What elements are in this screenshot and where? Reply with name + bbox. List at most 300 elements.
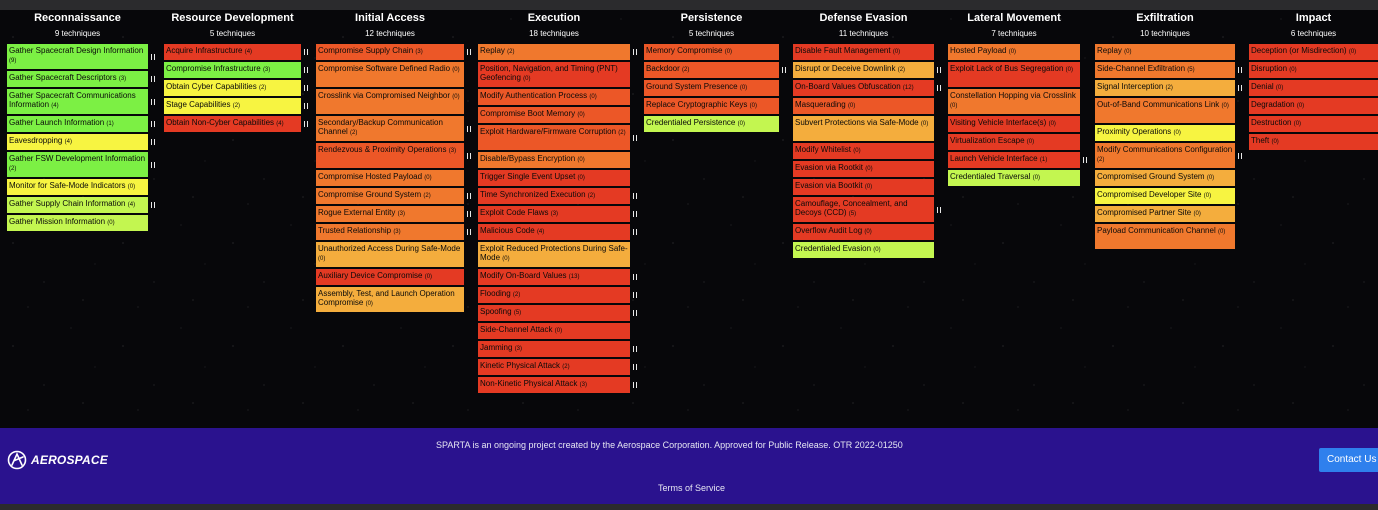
- technique-label: Compromised Developer Site: [1097, 190, 1202, 199]
- subtechnique-count: (0): [1271, 139, 1279, 145]
- technique-label: Trusted Relationship: [318, 226, 392, 235]
- technique-cell[interactable]: [478, 125, 630, 150]
- technique-count: 11 techniques: [838, 29, 889, 38]
- technique-cell[interactable]: [7, 197, 148, 213]
- subtechnique-count: (0): [1032, 175, 1041, 181]
- technique-cell[interactable]: [1095, 98, 1235, 123]
- technique-label: Compromised Ground System: [1097, 172, 1205, 181]
- technique-cell[interactable]: [164, 44, 301, 60]
- subtechnique-count: (2): [618, 130, 626, 136]
- technique-label: Obtain Non-Cyber Capabilities: [166, 118, 275, 127]
- tactic-title: Persistence: [680, 12, 743, 24]
- technique-cell[interactable]: [316, 206, 464, 222]
- technique-cell[interactable]: [793, 179, 934, 195]
- logo-text: AEROSPACE: [31, 453, 108, 467]
- subtechnique-count: (0): [1173, 130, 1181, 136]
- subtechnique-count: (0): [847, 103, 856, 109]
- subtechnique-count: (3): [262, 67, 271, 73]
- top-bar: [0, 0, 1378, 10]
- expand-subtechniques-handle[interactable]: [937, 67, 941, 73]
- technique-cell[interactable]: [164, 98, 301, 114]
- technique-label: Rogue External Entity: [318, 208, 396, 217]
- technique-count: 7 techniques: [991, 29, 1037, 38]
- tactic-header[interactable]: [316, 11, 464, 40]
- tactic-title: Lateral Movement: [967, 12, 1061, 24]
- technique-label: Modify Authentication Process: [480, 91, 588, 100]
- technique-count: 5 techniques: [209, 29, 256, 38]
- tactic-column: [7, 10, 148, 226]
- expand-subtechniques-handle[interactable]: [633, 193, 637, 199]
- subtechnique-count: (2): [350, 130, 358, 136]
- technique-count: 10 techniques: [1140, 29, 1190, 38]
- expand-subtechniques-handle[interactable]: [467, 49, 471, 55]
- subtechnique-count: (3): [550, 211, 559, 217]
- technique-label: Evasion via Rootkit: [795, 163, 864, 172]
- technique-cell[interactable]: [478, 206, 630, 222]
- tactic-title: Reconnaissance: [34, 12, 121, 24]
- expand-subtechniques-handle[interactable]: [1238, 153, 1242, 159]
- tactic-header[interactable]: [793, 11, 934, 40]
- technique-cell[interactable]: [793, 116, 934, 141]
- subtechnique-count: (0): [1124, 49, 1132, 55]
- technique-label: Launch Vehicle Interface: [950, 154, 1038, 163]
- technique-cell[interactable]: [1095, 44, 1235, 60]
- expand-subtechniques-handle[interactable]: [304, 103, 308, 109]
- tactic-header[interactable]: [644, 11, 779, 40]
- technique-label: Obtain Cyber Capabilities: [166, 82, 257, 91]
- expand-subtechniques-handle[interactable]: [151, 99, 155, 105]
- technique-cell[interactable]: [7, 179, 148, 195]
- subtechnique-count: (0): [452, 67, 460, 73]
- technique-label: Subvert Protections via Safe-Mode: [795, 118, 919, 127]
- tactic-column: [1095, 10, 1235, 235]
- technique-cell[interactable]: [478, 377, 630, 393]
- footer: [0, 428, 1378, 504]
- subtechnique-count: (0): [739, 85, 748, 91]
- technique-label: Theft: [1251, 136, 1270, 145]
- technique-cell[interactable]: [478, 170, 630, 186]
- technique-label: Eavesdropping: [9, 136, 63, 145]
- subtechnique-count: (0): [577, 157, 585, 163]
- expand-subtechniques-handle[interactable]: [633, 310, 637, 316]
- technique-cell[interactable]: [478, 287, 630, 303]
- tactic-header[interactable]: [478, 11, 630, 40]
- technique-cell[interactable]: [1249, 44, 1378, 60]
- subtechnique-count: (2): [1165, 85, 1173, 91]
- subtechnique-count: (9): [9, 58, 17, 64]
- technique-label: Payload Communication Channel: [1097, 226, 1216, 235]
- tactic-header[interactable]: [1249, 11, 1378, 40]
- expand-subtechniques-handle[interactable]: [151, 202, 155, 208]
- subtechnique-count: (0): [127, 184, 136, 190]
- expand-subtechniques-handle[interactable]: [633, 274, 637, 280]
- tactic-column: [316, 10, 464, 307]
- technique-label: Disruption: [1251, 64, 1288, 73]
- subtechnique-count: (4): [536, 229, 545, 235]
- technique-cell[interactable]: [316, 242, 464, 267]
- expand-subtechniques-handle[interactable]: [304, 121, 308, 127]
- subtechnique-count: (0): [1008, 49, 1017, 55]
- tactic-column: [644, 10, 779, 127]
- technique-label: Proximity Operations: [1097, 127, 1172, 136]
- technique-cell[interactable]: [1095, 224, 1235, 249]
- expand-subtechniques-handle[interactable]: [1083, 157, 1087, 163]
- technique-cell[interactable]: [793, 161, 934, 177]
- technique-cell[interactable]: [478, 152, 630, 168]
- technique-label: Side-Channel Attack: [480, 325, 553, 334]
- technique-label: Destruction: [1251, 118, 1292, 127]
- technique-cell[interactable]: [644, 62, 779, 78]
- expand-subtechniques-handle[interactable]: [151, 162, 155, 168]
- subtechnique-count: (0): [318, 256, 326, 262]
- subtechnique-count: (2): [587, 193, 596, 199]
- expand-subtechniques-handle[interactable]: [937, 85, 941, 91]
- technique-label: Deception (or Misdirection): [1251, 46, 1347, 55]
- expand-subtechniques-handle[interactable]: [633, 346, 637, 352]
- technique-label: Assembly, Test, and Launch Operation Compromise: [318, 289, 455, 307]
- subtechnique-count: (3): [397, 211, 405, 217]
- subtechnique-count: (0): [1275, 85, 1284, 91]
- technique-cell[interactable]: [7, 89, 148, 114]
- expand-subtechniques-handle[interactable]: [151, 121, 155, 127]
- expand-subtechniques-handle[interactable]: [467, 126, 471, 132]
- technique-cell[interactable]: [793, 62, 934, 78]
- subtechnique-count: (0): [1348, 49, 1357, 55]
- technique-count: 5 techniques: [688, 29, 735, 38]
- subtechnique-count: (0): [1065, 67, 1073, 73]
- tactic-header[interactable]: [164, 11, 301, 40]
- expand-subtechniques-handle[interactable]: [304, 85, 308, 91]
- technique-label: Gather Spacecraft Descriptors: [9, 73, 117, 82]
- subtechnique-count: (3): [393, 229, 401, 235]
- technique-label: Exploit Hardware/Firmware Corruption: [480, 127, 617, 136]
- subtechnique-count: (1): [1039, 157, 1048, 163]
- subtechnique-count: (5): [513, 310, 522, 316]
- subtechnique-count: (0): [864, 184, 873, 190]
- tactic-title: Initial Access: [355, 12, 425, 24]
- technique-cell[interactable]: [316, 44, 464, 60]
- technique-label: Side-Channel Exfiltration: [1097, 64, 1186, 73]
- technique-label: Evasion via Bootkit: [795, 181, 863, 190]
- technique-label: Stage Capabilities: [166, 100, 231, 109]
- technique-cell[interactable]: [316, 143, 464, 168]
- technique-cell[interactable]: [7, 44, 148, 69]
- technique-cell[interactable]: [7, 215, 148, 231]
- technique-cell[interactable]: [478, 359, 630, 375]
- technique-label: Spoofing: [480, 307, 512, 316]
- tactic-title: Exfiltration: [1136, 12, 1194, 24]
- technique-label: Visiting Vehicle Interface(s): [950, 118, 1047, 127]
- subtechnique-count: (0): [1193, 211, 1201, 217]
- technique-label: Compromise Software Defined Radio: [318, 64, 451, 73]
- tactic-column: [793, 10, 934, 253]
- technique-label: Replay: [480, 46, 505, 55]
- technique-cell[interactable]: [1249, 62, 1378, 78]
- subtechnique-count: (2): [507, 49, 515, 55]
- expand-subtechniques-handle[interactable]: [782, 67, 786, 73]
- subtechnique-count: (0): [1296, 103, 1305, 109]
- technique-label: Secondary/Backup Communication Channel: [318, 118, 443, 136]
- technique-cell[interactable]: [316, 269, 464, 285]
- technique-cell[interactable]: [316, 170, 464, 186]
- subtechnique-count: (0): [1221, 103, 1229, 109]
- technique-label: Kinetic Physical Attack: [480, 361, 561, 370]
- aerospace-logo[interactable]: [7, 449, 108, 471]
- tactic-column: [478, 10, 630, 388]
- subtechnique-count: (2): [258, 85, 267, 91]
- expand-subtechniques-handle[interactable]: [1238, 85, 1242, 91]
- expand-subtechniques-handle[interactable]: [1238, 67, 1242, 73]
- technique-cell[interactable]: [316, 224, 464, 240]
- subtechnique-count: (0): [577, 112, 585, 118]
- technique-cell[interactable]: [793, 224, 934, 240]
- technique-label: Modify Communications Configuration: [1097, 145, 1233, 154]
- technique-cell[interactable]: [948, 89, 1080, 114]
- subtechnique-count: (5): [848, 211, 857, 217]
- technique-label: Masquerading: [795, 100, 846, 109]
- expand-subtechniques-handle[interactable]: [151, 139, 155, 145]
- technique-cell[interactable]: [793, 197, 934, 222]
- subtechnique-count: (12): [902, 85, 914, 91]
- technique-label: Replace Cryptographic Keys: [646, 100, 748, 109]
- subtechnique-count: (13): [568, 274, 580, 280]
- technique-label: Credentialed Traversal: [950, 172, 1031, 181]
- subtechnique-count: (3): [118, 76, 127, 82]
- subtechnique-count: (0): [107, 220, 115, 226]
- technique-cell[interactable]: [948, 134, 1080, 150]
- technique-label: Trigger Single Event Upset: [480, 172, 576, 181]
- technique-cell[interactable]: [7, 134, 148, 150]
- subtechnique-count: (2): [682, 67, 690, 73]
- technique-label: Ground System Presence: [646, 82, 738, 91]
- technique-label: Non-Kinetic Physical Attack: [480, 379, 578, 388]
- expand-subtechniques-handle[interactable]: [151, 76, 155, 82]
- subtechnique-count: (0): [452, 94, 460, 100]
- technique-cell[interactable]: [1095, 170, 1235, 186]
- technique-label: Monitor for Safe-Mode Indicators: [9, 181, 126, 190]
- technique-cell[interactable]: [316, 89, 464, 114]
- subtechnique-count: (0): [502, 256, 510, 262]
- expand-subtechniques-handle[interactable]: [633, 211, 637, 217]
- technique-label: Modify Whitelist: [795, 145, 852, 154]
- technique-label: Gather FSW Development Information: [9, 154, 146, 163]
- technique-label: Signal Interception: [1097, 82, 1164, 91]
- technique-count: 6 techniques: [1290, 29, 1337, 38]
- technique-cell[interactable]: [316, 116, 464, 141]
- technique-cell[interactable]: [1095, 80, 1235, 96]
- terms-of-service-link[interactable]: Terms of Service: [658, 483, 726, 493]
- technique-cell[interactable]: [1249, 80, 1378, 96]
- tactic-header[interactable]: [948, 11, 1080, 40]
- technique-cell[interactable]: [478, 62, 630, 87]
- subtechnique-count: (0): [577, 175, 585, 181]
- bottom-bar: [0, 504, 1378, 510]
- expand-subtechniques-handle[interactable]: [304, 49, 308, 55]
- tactic-title: Defense Evasion: [819, 12, 908, 24]
- technique-cell[interactable]: [793, 44, 934, 60]
- technique-label: Credentialed Evasion: [795, 244, 872, 253]
- technique-cell[interactable]: [7, 116, 148, 132]
- technique-cell[interactable]: [478, 242, 630, 267]
- technique-label: Exploit Code Flaws: [480, 208, 549, 217]
- expand-subtechniques-handle[interactable]: [467, 193, 471, 199]
- subtechnique-count: (0): [853, 148, 861, 154]
- subtechnique-count: (3): [579, 382, 587, 388]
- technique-label: Acquire Infrastructure: [166, 46, 243, 55]
- expand-subtechniques-handle[interactable]: [633, 364, 637, 370]
- subtechnique-count: (2): [423, 193, 431, 199]
- technique-cell[interactable]: [1249, 98, 1378, 114]
- technique-cell[interactable]: [316, 287, 464, 312]
- technique-cell[interactable]: [1249, 116, 1378, 132]
- technique-cell[interactable]: [478, 107, 630, 123]
- technique-label: Degradation: [1251, 100, 1295, 109]
- expand-subtechniques-handle[interactable]: [304, 67, 308, 73]
- technique-cell[interactable]: [164, 62, 301, 78]
- expand-subtechniques-handle[interactable]: [467, 153, 471, 159]
- technique-cell[interactable]: [1095, 206, 1235, 222]
- technique-cell[interactable]: [478, 305, 630, 321]
- technique-cell[interactable]: [948, 170, 1080, 186]
- technique-cell[interactable]: [164, 116, 301, 132]
- subtechnique-count: (0): [589, 94, 597, 100]
- expand-subtechniques-handle[interactable]: [151, 54, 155, 60]
- tactic-title: Impact: [1295, 12, 1332, 24]
- technique-label: Unauthorized Access During Safe-Mode: [318, 244, 461, 253]
- technique-cell[interactable]: [164, 80, 301, 96]
- technique-cell[interactable]: [793, 98, 934, 114]
- subtechnique-count: (0): [554, 328, 563, 334]
- subtechnique-count: (1): [106, 121, 114, 127]
- subtechnique-count: (3): [415, 49, 423, 55]
- technique-cell[interactable]: [7, 71, 148, 87]
- subtechnique-count: (2): [232, 103, 241, 109]
- technique-label: Crosslink via Compromised Neighbor: [318, 91, 451, 100]
- expand-subtechniques-handle[interactable]: [467, 229, 471, 235]
- tactic-column: [948, 10, 1080, 181]
- subtechnique-count: (0): [523, 76, 531, 82]
- technique-label: Position, Navigation, and Timing (PNT) Geofencing: [480, 64, 618, 82]
- technique-cell[interactable]: [1095, 143, 1235, 168]
- expand-subtechniques-handle[interactable]: [467, 211, 471, 217]
- expand-subtechniques-handle[interactable]: [633, 49, 637, 55]
- subtechnique-count: (3): [448, 148, 457, 154]
- technique-label: On-Board Values Obfuscation: [795, 82, 901, 91]
- tactic-header[interactable]: [1095, 11, 1235, 40]
- technique-cell[interactable]: [644, 98, 779, 114]
- subtechnique-count: (2): [897, 67, 906, 73]
- subtechnique-count: (0): [1203, 193, 1212, 199]
- technique-label: Gather Spacecraft Communications Information: [9, 91, 136, 109]
- technique-cell[interactable]: [948, 152, 1080, 168]
- technique-cell[interactable]: [478, 341, 630, 357]
- technique-cell[interactable]: [478, 269, 630, 285]
- technique-label: Modify On-Board Values: [480, 271, 567, 280]
- technique-cell[interactable]: [7, 152, 148, 177]
- technique-cell[interactable]: [644, 116, 779, 132]
- technique-label: Backdoor: [646, 64, 680, 73]
- subtechnique-count: (0): [920, 121, 929, 127]
- tactic-header[interactable]: [7, 11, 148, 40]
- subtechnique-count: (0): [424, 274, 433, 280]
- footer-note: SPARTA is an ongoing project created by the Aerospace Corporation. Approved for Public Release. OTR 2022-01250: [436, 440, 903, 450]
- technique-count: 9 techniques: [54, 29, 101, 38]
- technique-label: Compromise Boot Memory: [480, 109, 576, 118]
- technique-label: Exploit Lack of Bus Segregation: [950, 64, 1064, 73]
- subtechnique-count: (0): [1217, 229, 1226, 235]
- technique-cell[interactable]: [793, 143, 934, 159]
- technique-cell[interactable]: [793, 80, 934, 96]
- technique-label: Disable/Bypass Encryption: [480, 154, 576, 163]
- technique-cell[interactable]: [948, 116, 1080, 132]
- technique-label: Compromise Infrastructure: [166, 64, 261, 73]
- expand-subtechniques-handle[interactable]: [633, 135, 637, 141]
- technique-label: Credentialed Persistence: [646, 118, 736, 127]
- subtechnique-count: (3): [514, 346, 523, 352]
- technique-cell[interactable]: [793, 242, 934, 258]
- expand-subtechniques-handle[interactable]: [937, 207, 941, 213]
- subtechnique-count: (0): [424, 175, 432, 181]
- technique-label: Compromised Partner Site: [1097, 208, 1192, 217]
- technique-label: Memory Compromise: [646, 46, 723, 55]
- technique-label: Time Synchronized Execution: [480, 190, 586, 199]
- technique-label: Rendezvous & Proximity Operations: [318, 145, 447, 154]
- technique-label: Hosted Payload: [950, 46, 1007, 55]
- technique-cell[interactable]: [948, 44, 1080, 60]
- technique-cell[interactable]: [948, 62, 1080, 87]
- subtechnique-count: (2): [1097, 157, 1105, 163]
- technique-label: Gather Spacecraft Design Information: [9, 46, 144, 55]
- subtechnique-count: (0): [950, 103, 958, 109]
- technique-cell[interactable]: [316, 188, 464, 204]
- technique-label: Replay: [1097, 46, 1122, 55]
- subtechnique-count: (0): [1206, 175, 1215, 181]
- technique-label: Overflow Audit Log: [795, 226, 863, 235]
- subtechnique-count: (0): [873, 247, 881, 253]
- subtechnique-count: (4): [276, 121, 284, 127]
- technique-label: Gather Launch Information: [9, 118, 105, 127]
- technique-cell[interactable]: [478, 44, 630, 60]
- technique-cell[interactable]: [478, 188, 630, 204]
- technique-label: Gather Supply Chain Information: [9, 199, 126, 208]
- technique-label: Compromise Ground System: [318, 190, 422, 199]
- technique-label: Compromise Hosted Payload: [318, 172, 423, 181]
- subtechnique-count: (5): [1187, 67, 1195, 73]
- technique-cell[interactable]: [1249, 134, 1378, 150]
- technique-cell[interactable]: [1095, 188, 1235, 204]
- subtechnique-count: (4): [244, 49, 253, 55]
- technique-cell[interactable]: [478, 224, 630, 240]
- expand-subtechniques-handle[interactable]: [633, 292, 637, 298]
- technique-cell[interactable]: [478, 323, 630, 339]
- technique-cell[interactable]: [644, 80, 779, 96]
- technique-cell[interactable]: [1095, 125, 1235, 141]
- subtechnique-count: (0): [749, 103, 757, 109]
- technique-cell[interactable]: [478, 89, 630, 105]
- technique-label: Disrupt or Deceive Downlink: [795, 64, 896, 73]
- expand-subtechniques-handle[interactable]: [633, 229, 637, 235]
- tactic-column: [1249, 10, 1378, 145]
- technique-cell[interactable]: [316, 62, 464, 87]
- technique-cell[interactable]: [1095, 62, 1235, 78]
- expand-subtechniques-handle[interactable]: [633, 382, 637, 388]
- subtechnique-count: (4): [127, 202, 136, 208]
- subtechnique-count: (2): [512, 292, 521, 298]
- contact-us-button[interactable]: Contact Us: [1319, 448, 1378, 472]
- aerospace-logo-icon: [7, 450, 27, 470]
- technique-count: 18 techniques: [529, 29, 579, 38]
- technique-cell[interactable]: [644, 44, 779, 60]
